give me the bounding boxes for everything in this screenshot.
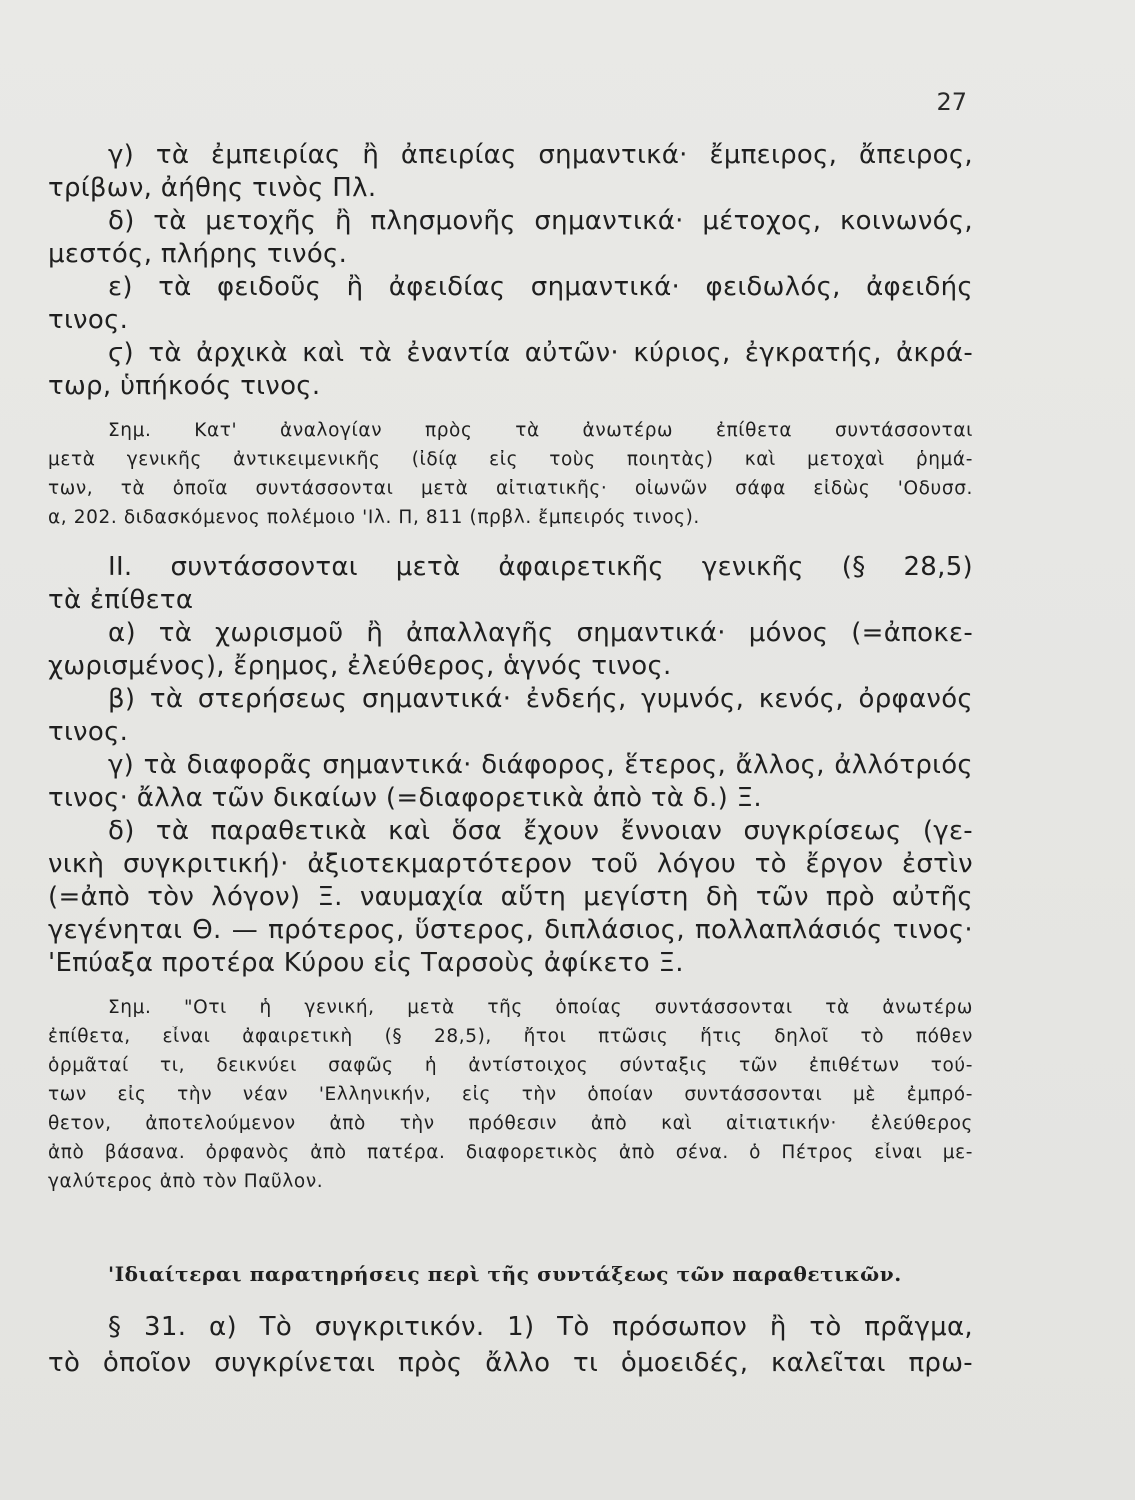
page-number: 27 — [936, 88, 967, 116]
text-line: γ) τὰ διαφορᾶς σημαντικά· διάφορος, ἕτερος, ἄλλος, ἀλλότριός — [108, 750, 973, 780]
text-line: § 31. α) Τὸ συγκριτικόν. 1) Τὸ πρόσωπον ἢ τὸ πρᾶγμα, — [108, 1312, 973, 1342]
note-line: των, τὰ ὁποῖα συντάσσονται μετὰ αἰτιατικῆς· οἰωνῶν σάφα εἰδὼς 'Οδυσσ. — [48, 478, 973, 499]
text-line: β) τὰ στερήσεως σημαντικά· ἐνδεής, γυμνός, κενός, ὀρφανός — [108, 684, 973, 714]
text-line: ϛ) τὰ ἀρχικὰ καὶ τὰ ἐναντία αὐτῶν· κύριος, ἐγκρατής, ἀκρά- — [108, 338, 973, 368]
text-line: (=ἀπὸ τὸν λόγον) Ξ. ναυμαχία αὕτη μεγίστη δὴ τῶν πρὸ αὐτῆς — [48, 882, 973, 912]
note-line: ἀπὸ βάσανα. ὀρφανὸς ἀπὸ πατέρα. διαφορετικὸς ἀπὸ σένα. ὁ Πέτρος εἶναι με- — [48, 1142, 973, 1163]
text-line: τὰ ἐπίθετα — [48, 585, 194, 615]
text-line: χωρισμένος), ἔρημος, ἐλεύθερος, ἁγνός τινος. — [48, 651, 672, 681]
note-line: ὁρμᾶταί τι, δεικνύει σαφῶς ἡ ἀντίστοιχος σύνταξις τῶν ἐπιθέτων τού- — [48, 1055, 973, 1076]
text-line: δ) τὰ μετοχῆς ἢ πλησμονῆς σημαντικά· μέτοχος, κοινωνός, — [108, 206, 973, 236]
text-line: τὸ ὁποῖον συγκρίνεται πρὸς ἄλλο τι ὁμοειδές, καλεῖται πρω- — [48, 1348, 973, 1378]
note-line: θετον, ἀποτελούμενον ἀπὸ τὴν πρόθεσιν ἀπὸ καὶ αἰτιατικήν· ἐλεύθερος — [48, 1113, 973, 1134]
text-line: τινος· ἄλλα τῶν δικαίων (=διαφορετικὰ ἀπὸ τὰ δ.) Ξ. — [48, 783, 762, 813]
note-line: γαλύτερος ἀπὸ τὸν Παῦλον. — [48, 1171, 324, 1192]
note-line: των εἰς τὴν νέαν 'Ελληνικήν, εἰς τὴν ὁποίαν συντάσσονται μὲ ἐμπρό- — [48, 1084, 973, 1105]
text-line: τινος. — [48, 305, 129, 335]
text-line: α) τὰ χωρισμοῦ ἢ ἀπαλλαγῆς σημαντικά· μόνος (=ἀποκε- — [108, 618, 973, 648]
text-line: τωρ, ὑπήκοός τινος. — [48, 371, 321, 401]
text-line: μεστός, πλήρης τινός. — [48, 239, 348, 269]
text-line: γεγένηται Θ. — πρότερος, ὕστερος, διπλάσιος, πολλαπλάσιός τινος· — [48, 915, 973, 945]
text-line: ε) τὰ φειδοῦς ἢ ἀφειδίας σημαντικά· φειδωλός, ἀφειδής — [108, 272, 973, 302]
text-line: 'Επύαξα προτέρα Κύρου εἰς Ταρσοὺς ἀφίκετο Ξ. — [48, 948, 684, 978]
note-line: μετὰ γενικῆς ἀντικειμενικῆς (ἰδίᾳ εἰς τοὺς ποιητὰς) καὶ μετοχαὶ ῥημά- — [48, 449, 973, 470]
text-line: τινος. — [48, 717, 129, 747]
note-line: Σημ. Κατ' ἀναλογίαν πρὸς τὰ ἀνωτέρω ἐπίθετα συντάσσονται — [108, 420, 973, 441]
text-line: νικὴ συγκριτική)· ἀξιοτεκμαρτότερον τοῦ λόγου τὸ ἔργον ἐστὶν — [48, 849, 973, 879]
text-line: ΙΙ. συντάσσονται μετὰ ἀφαιρετικῆς γενικῆς (§ 28,5) — [108, 552, 973, 582]
note-line: Σημ. "Οτι ἡ γενική, μετὰ τῆς ὁποίας συντάσσονται τὰ ἀνωτέρω — [108, 997, 973, 1018]
text-line: τρίβων, ἀήθης τινὸς Πλ. — [48, 173, 377, 203]
note-line: α, 202. διδασκόμενος πολέμοιο 'Ιλ. Π, 811 (πρβλ. ἔμπειρός τινος). — [48, 507, 700, 528]
note-line: ἐπίθετα, εἶναι ἀφαιρετικὴ (§ 28,5), ἤτοι πτῶσις ἥτις δηλοῖ τὸ πόθεν — [48, 1026, 973, 1047]
body-text — [48, 140, 973, 1384]
section-heading: 'Ιδιαίτεραι παρατηρήσεις περὶ τῆς συντάξεως τῶν παραθετικῶν. — [108, 1262, 902, 1286]
text-line: γ) τὰ ἐμπειρίας ἢ ἀπειρίας σημαντικά· ἔμπειρος, ἄπειρος, — [108, 140, 973, 170]
text-line: δ) τὰ παραθετικὰ καὶ ὅσα ἔχουν ἔννοιαν συγκρίσεως (γε- — [108, 816, 973, 846]
